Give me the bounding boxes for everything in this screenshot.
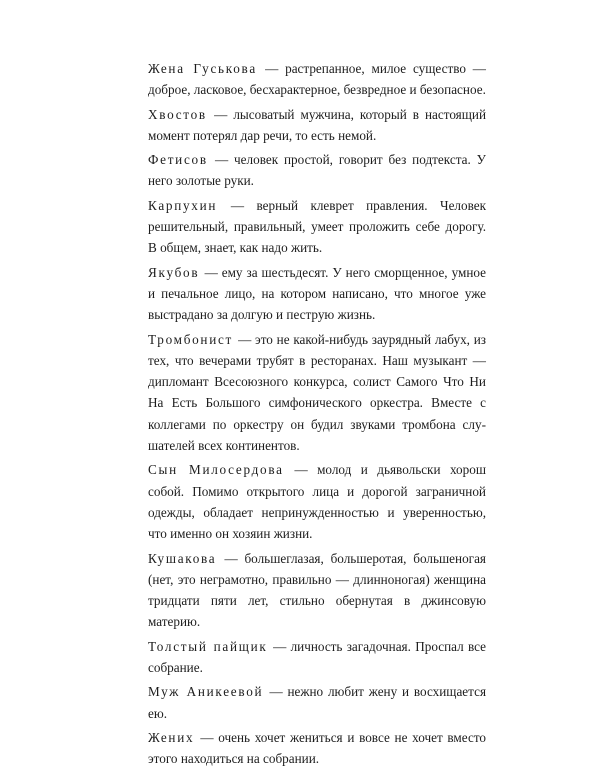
character-description: — лысоватый мужчина, который в настоящий момент потерял дар речи, то есть немой. <box>148 106 487 143</box>
character-name: Тромбонист <box>148 331 234 347</box>
character-entry <box>148 548 486 633</box>
character-name: Муж Аникеевой <box>148 684 264 700</box>
character-description: — молод и дьявольски хорош собой. Помимо открытого лица и дорогой заграничной одежды, обладает непринужденностью и уверенностью, что именно он хозяин жизни. <box>148 462 486 542</box>
character-entry <box>148 58 486 101</box>
character-description: — это не какой-нибудь заурядный лабух, из тех, что вечерами трубят в ресторанах. Наш музыкант — дипломант Всесоюзного конкурса, солист Самого Что Ни На Есть Большого симфонического оркестра. Вместе с коллегами по оркестру он будил звуками тромбона слушателей всех континентов. <box>148 331 487 454</box>
character-description: — растрепанное, милое существо — доброе, ласковое, бесхарактерное, безвредное и безопасное. <box>148 61 486 98</box>
character-list <box>148 58 486 773</box>
character-description: — очень хочет жениться и вовсе не хочет вместо этого находиться на собрании. <box>148 729 486 767</box>
character-entry <box>148 149 486 192</box>
character-entry <box>148 459 486 544</box>
character-description: — нежно любит жену и восхищается ею. <box>148 684 487 721</box>
character-entry <box>148 104 486 147</box>
character-name: Карпухин <box>148 197 218 213</box>
character-entry <box>148 329 486 457</box>
character-description: — ему за шестьдесят. У него сморщенное, умное и печальное лицо, на котором написано, что многое уже выстрадано за долгую и пеструю жизнь. <box>148 264 487 323</box>
character-name: Кушакова <box>148 550 217 566</box>
character-entry <box>148 195 486 259</box>
character-name: Фетисов <box>148 152 208 168</box>
character-description: — человек простой, говорит без подтекста. У него золотые руки. <box>148 152 486 189</box>
character-name: Жених <box>148 729 195 745</box>
character-name: Хвостов <box>148 106 207 122</box>
character-description: — большеглазая, большеротая, большеногая (нет, это неграмотно, правильно — длинноногая) женщина тридцати пяти лет, стильно обернутая в джинсовую материю. <box>148 550 486 630</box>
character-description: — верный клеврет правления. Человек решительный, правильный, умеет проложить себе дорогу. В общем, знает, как надо жить. <box>148 197 487 256</box>
character-name: Жена Гуськова <box>148 61 257 76</box>
character-description: — личность загадочная. Проспал все собрание. <box>148 638 486 676</box>
character-entry <box>148 727 486 770</box>
character-name: Сын Милосердова <box>148 462 284 478</box>
character-name: Якубов <box>148 264 200 280</box>
character-name: Толстый пайщик <box>148 638 268 654</box>
character-entry <box>148 681 486 724</box>
character-entry <box>148 262 486 326</box>
character-entry <box>148 636 486 679</box>
